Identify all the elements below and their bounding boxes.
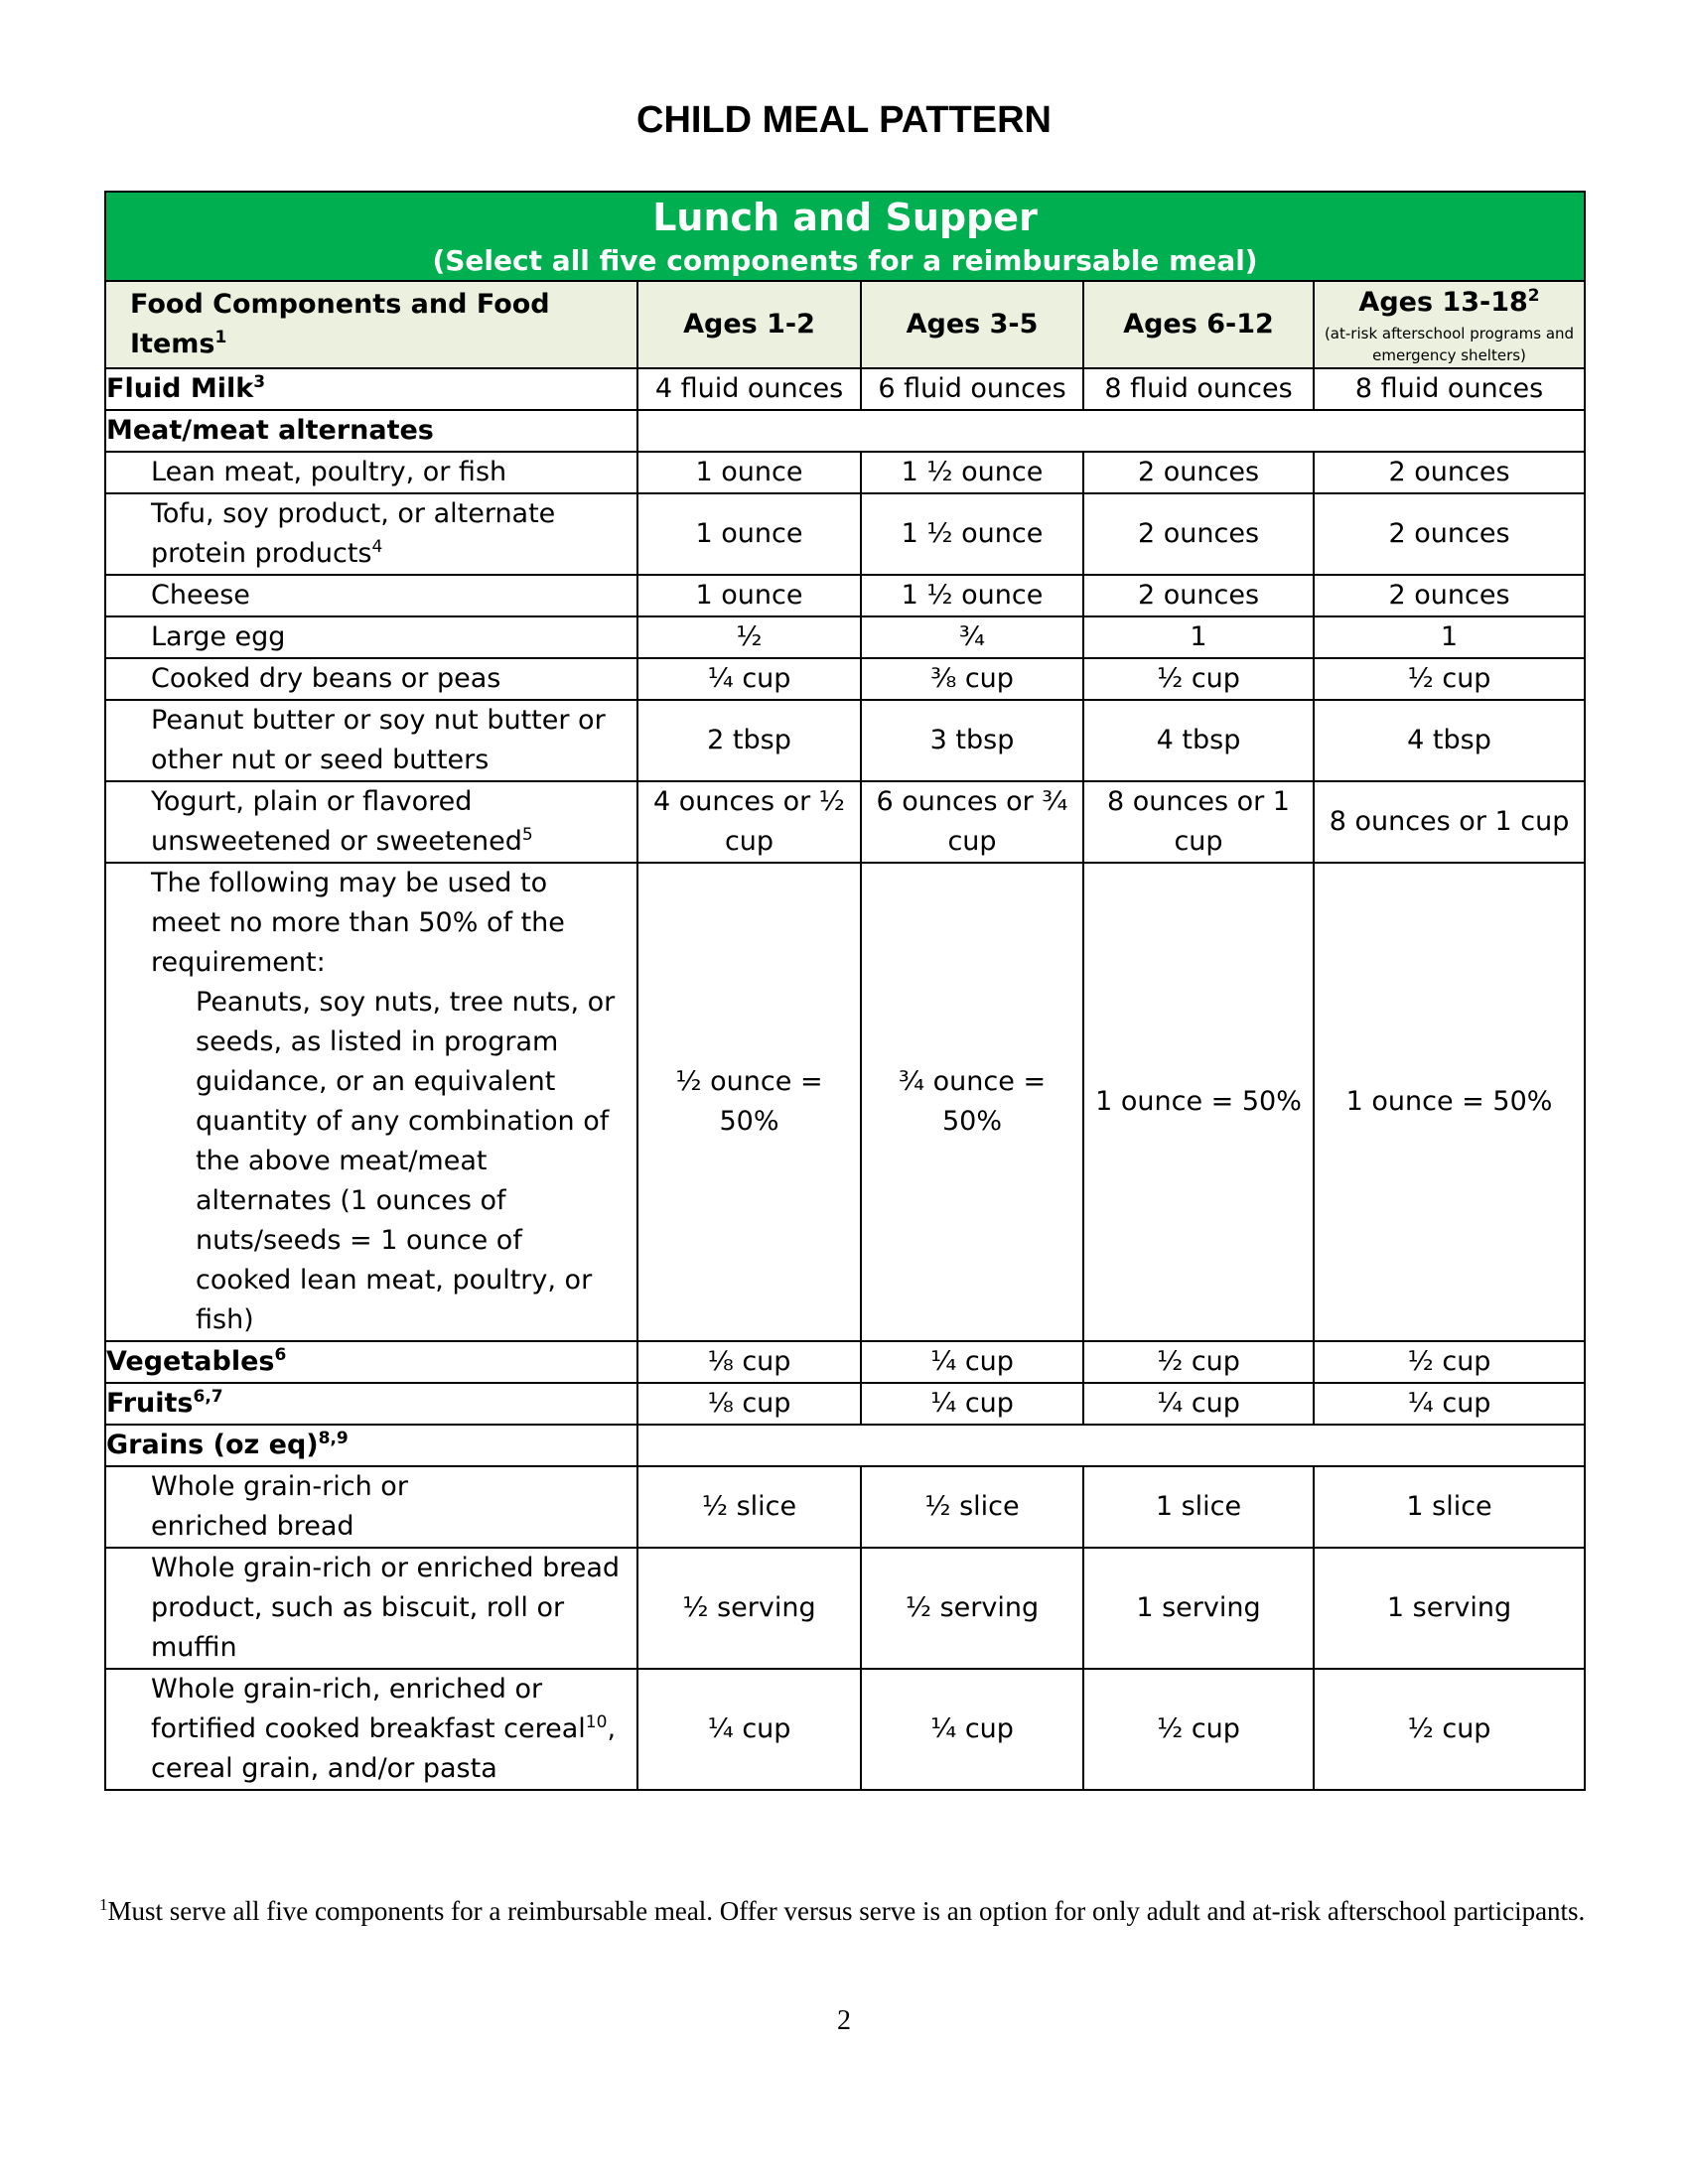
column-header-food: Food Components and Food Items$^1$	[105, 281, 637, 368]
row-label: Cheese	[105, 575, 637, 616]
cell-ages-6-12: 8 ounces or 1 cup	[1083, 781, 1314, 863]
cell-ages-1-2: 4 fluid ounces	[637, 368, 861, 410]
table-heading-row	[105, 192, 1585, 281]
cell-ages-6-12: 1 slice	[1083, 1466, 1314, 1548]
row-label: Whole grain-rich or enriched bread product, such as biscuit, roll or muffin	[105, 1548, 637, 1669]
cell-ages-6-12: ¼ cup	[1083, 1383, 1314, 1425]
section-empty-cell	[637, 410, 1585, 452]
row-label: Tofu, soy product, or alternate protein products$^4$	[105, 493, 637, 575]
cell-ages-3-5: 6 fluid ounces	[861, 368, 1083, 410]
cell-ages-13-18: ½ cup	[1314, 1341, 1585, 1383]
cell-ages-6-12: 1	[1083, 616, 1314, 658]
ages-13-18-note: (at-risk afterschool programs and emergency shelters)	[1324, 325, 1575, 364]
table-row	[105, 700, 1585, 781]
cell-ages-13-18: ¼ cup	[1314, 1383, 1585, 1425]
cell-ages-13-18: 4 tbsp	[1314, 700, 1585, 781]
cell-ages-6-12: ½ cup	[1083, 658, 1314, 700]
table-heading	[105, 192, 1585, 281]
column-header-ages-3-5: Ages 3-5	[861, 281, 1083, 368]
cell-ages-3-5: 1 ½ ounce	[861, 493, 1083, 575]
cell-ages-3-5: 3 tbsp	[861, 700, 1083, 781]
cell-ages-13-18: 2 ounces	[1314, 493, 1585, 575]
section-label: Grains (oz eq)$^{8,9}$	[105, 1425, 637, 1466]
table-row	[105, 1548, 1585, 1669]
column-header-row	[105, 281, 1585, 368]
cell-ages-3-5: ⅜ cup	[861, 658, 1083, 700]
cell-ages-1-2: ½ ounce = 50%	[637, 863, 861, 1341]
cell-ages-3-5: ½ serving	[861, 1548, 1083, 1669]
column-header-ages-13-18: Ages $13-18^2$ (at-risk afterschool programs and emergency shelters)	[1314, 281, 1585, 368]
footnote-text: Must serve all five components for a reimbursable meal. Offer versus serve is an option for only adult and at-risk afterschool participants.	[107, 1896, 1586, 1926]
cell-ages-13-18: 2 ounces	[1314, 575, 1585, 616]
cell-ages-1-2: 1 ounce	[637, 452, 861, 493]
row-label: Whole grain-rich, enriched or fortified cooked breakfast cereal$^{10}$, cereal grain, and/or pasta	[105, 1669, 637, 1790]
cell-ages-3-5: 1 ½ ounce	[861, 575, 1083, 616]
cell-ages-3-5: 6 ounces or ¾ cup	[861, 781, 1083, 863]
table-row	[105, 863, 1585, 1341]
table-row	[105, 452, 1585, 493]
row-label: Lean meat, poultry, or fish	[105, 452, 637, 493]
cell-ages-3-5: ¼ cup	[861, 1669, 1083, 1790]
cell-ages-3-5: ½ slice	[861, 1466, 1083, 1548]
cell-ages-6-12: 1 serving	[1083, 1548, 1314, 1669]
page-title: CHILD MEAL PATTERN	[636, 99, 1052, 141]
cell-ages-1-2: ½ serving	[637, 1548, 861, 1669]
row-label: Fruits$^{6,7}$	[105, 1383, 637, 1425]
table-row-section	[105, 410, 1585, 452]
meal-pattern-table	[104, 191, 1586, 1791]
row-label: The following may be used to meet no more than 50% of the requirement: Peanuts, soy nuts, tree nuts, or seeds, as listed in program guidance, or an equivalent quantity of any combination of the above meat/meat alternates (1 ounces of nuts/seeds = 1 ounce of cooked lean meat, poultry, or fish)	[105, 863, 637, 1341]
table-row-section	[105, 1425, 1585, 1466]
cell-ages-3-5: ¾ ounce = 50%	[861, 863, 1083, 1341]
table-row	[105, 368, 1585, 410]
table-row	[105, 1383, 1585, 1425]
cell-ages-13-18: 8 ounces or 1 cup	[1314, 781, 1585, 863]
cell-ages-13-18: 1 serving	[1314, 1548, 1585, 1669]
cell-ages-1-2: ⅛ cup	[637, 1383, 861, 1425]
cell-ages-13-18: 1 ounce = 50%	[1314, 863, 1585, 1341]
cell-ages-6-12: 2 ounces	[1083, 575, 1314, 616]
row-label-detail: Peanuts, soy nuts, tree nuts, or seeds, as listed in program guidance, or an equivalent quantity of any combination of the above meat/meat alternates (1 ounces of nuts/seeds = 1 ounce of cooked lean meat, poultry, or fish)	[196, 987, 616, 1335]
section-label: Meat/meat alternates	[105, 410, 637, 452]
table-row	[105, 1669, 1585, 1790]
footnote-marker: 1	[99, 1895, 108, 1914]
cell-ages-1-2: ⅛ cup	[637, 1341, 861, 1383]
table-row	[105, 658, 1585, 700]
table-row	[105, 1341, 1585, 1383]
table-row	[105, 493, 1585, 575]
cell-ages-1-2: 1 ounce	[637, 493, 861, 575]
cell-ages-1-2: ½ slice	[637, 1466, 861, 1548]
cell-ages-3-5: ¼ cup	[861, 1341, 1083, 1383]
cell-ages-13-18: ½ cup	[1314, 1669, 1585, 1790]
cell-ages-1-2: 2 tbsp	[637, 700, 861, 781]
cell-ages-6-12: 2 ounces	[1083, 452, 1314, 493]
row-label: Peanut butter or soy nut butter or other nut or seed butters	[105, 700, 637, 781]
cell-ages-6-12: 4 tbsp	[1083, 700, 1314, 781]
column-header-ages-1-2: Ages 1-2	[637, 281, 861, 368]
table-row	[105, 1466, 1585, 1548]
table-heading-subtitle: (Select all five components for a reimbursable meal)	[432, 244, 1258, 277]
cell-ages-6-12: 8 fluid ounces	[1083, 368, 1314, 410]
cell-ages-6-12: 2 ounces	[1083, 493, 1314, 575]
cell-ages-1-2: ½	[637, 616, 861, 658]
section-empty-cell	[637, 1425, 1585, 1466]
row-label: Large egg	[105, 616, 637, 658]
cell-ages-3-5: ¾	[861, 616, 1083, 658]
table-row	[105, 616, 1585, 658]
cell-ages-6-12: ½ cup	[1083, 1341, 1314, 1383]
cell-ages-6-12: 1 ounce = 50%	[1083, 863, 1314, 1341]
row-label: Vegetables$^6$	[105, 1341, 637, 1383]
row-label: Fluid Milk$^3$	[105, 368, 637, 410]
table-row	[105, 781, 1585, 863]
footnote	[99, 1891, 1589, 1931]
cell-ages-13-18: 8 fluid ounces	[1314, 368, 1585, 410]
row-label: Yogurt, plain or flavored unsweetened or sweetened$^5$	[105, 781, 637, 863]
cell-ages-13-18: 1	[1314, 616, 1585, 658]
page-number: 2	[837, 2005, 851, 2036]
cell-ages-13-18: 1 slice	[1314, 1466, 1585, 1548]
table-row	[105, 575, 1585, 616]
table-heading-title: Lunch and Supper	[652, 196, 1038, 239]
column-header-ages-6-12: Ages 6-12	[1083, 281, 1314, 368]
cell-ages-6-12: ½ cup	[1083, 1669, 1314, 1790]
cell-ages-1-2: 4 ounces or ½ cup	[637, 781, 861, 863]
row-label: Whole grain-rich or enriched bread	[105, 1466, 637, 1548]
cell-ages-3-5: ¼ cup	[861, 1383, 1083, 1425]
cell-ages-1-2: 1 ounce	[637, 575, 861, 616]
cell-ages-1-2: ¼ cup	[637, 1669, 861, 1790]
cell-ages-3-5: 1 ½ ounce	[861, 452, 1083, 493]
cell-ages-13-18: ½ cup	[1314, 658, 1585, 700]
cell-ages-13-18: 2 ounces	[1314, 452, 1585, 493]
cell-ages-1-2: ¼ cup	[637, 658, 861, 700]
row-label: Cooked dry beans or peas	[105, 658, 637, 700]
